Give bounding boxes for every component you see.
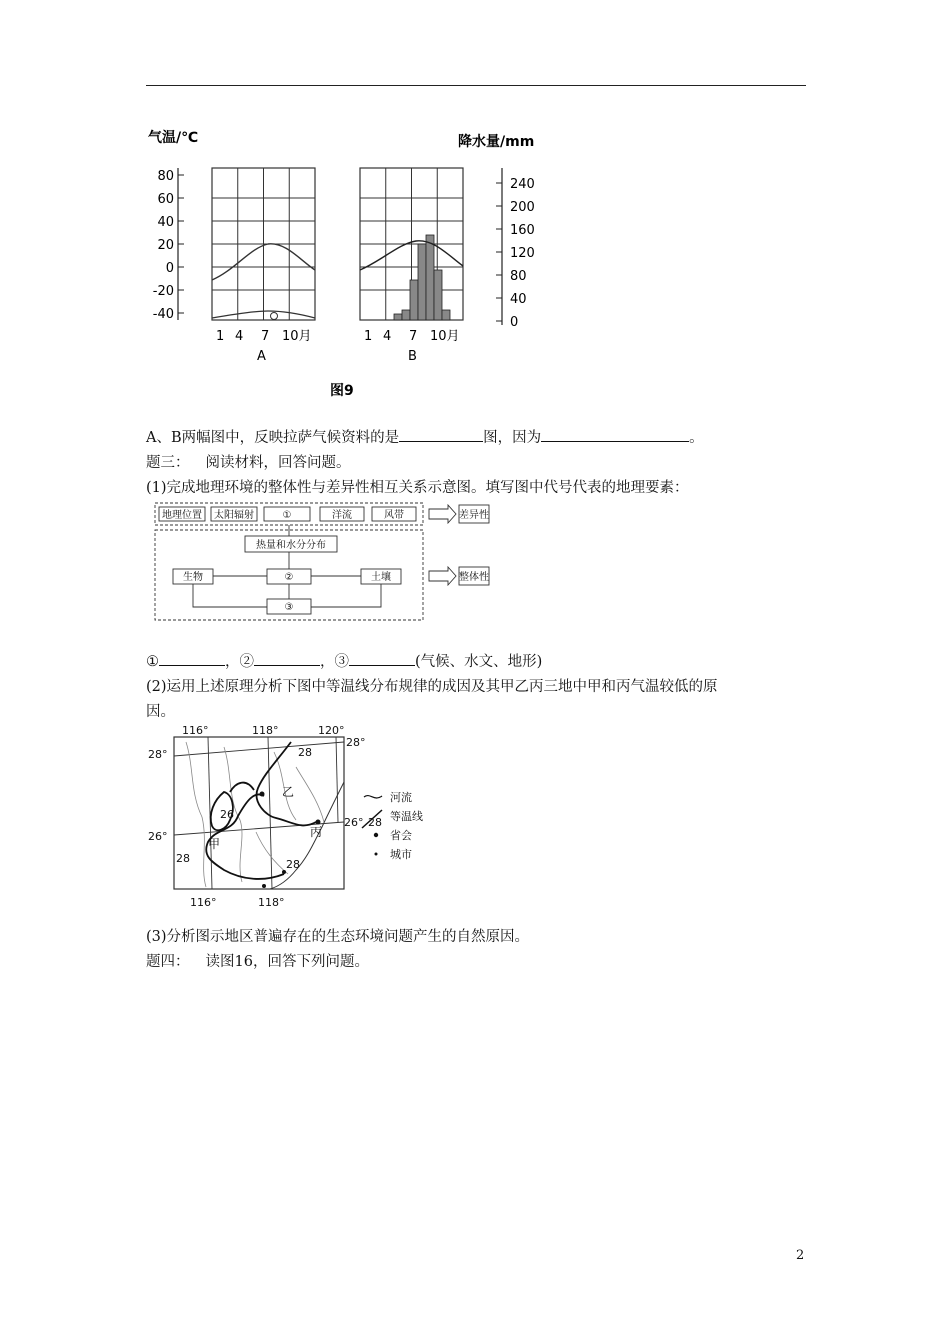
map-legend [362,790,423,861]
answer-blank-2[interactable] [254,651,320,666]
q3-heading-label: 题三： [146,455,190,471]
question-lhasa-text-1: A、B两幅图中，反映拉萨气候资料的是 [146,430,400,446]
q3-part1: (1)完成地理环境的整体性与差异性相互关系示意图。填写图中代号代表的地理要素： [146,480,689,496]
lat-26-right: 26° [344,816,364,829]
box-location: 地理位置 [162,510,202,521]
place-bing: 丙 [310,825,323,839]
box-circ2: ② [284,572,294,583]
legend-capital: 省会 [390,829,412,842]
box-circ3: ③ [284,602,294,613]
precip-tick-40: 40 [510,292,527,307]
q4-heading-text: 读图16，回答下列问题。 [205,954,369,970]
lon-118-top: 118° [252,724,279,737]
chart-a [212,168,315,320]
q3-part1-answers [146,651,542,672]
isotherm-map [146,722,446,912]
relation-diagram [150,500,495,625]
precip-tick-240: 240 [510,177,535,192]
q3-heading [146,453,351,473]
legend-isotherm: 等温线 [390,810,423,823]
precip-tick-120: 120 [510,246,535,261]
legend-isotherm-value: 28 [368,816,382,829]
month-a-10: 10月 [282,329,312,344]
chart-a-label: A [257,349,266,364]
month-a-1: 1 [216,329,225,344]
answer-label-1: ① [146,654,159,670]
figure-caption: 图9 [330,383,354,399]
precip-tick-0: 0 [510,315,519,330]
month-a-4: 4 [235,329,244,344]
question-lhasa-text-3: 。 [689,430,704,446]
precip-tick-200: 200 [510,200,535,215]
legend-river: 河流 [390,791,412,804]
precip-tick-80: 80 [510,269,527,284]
lat-26-left: 26° [148,830,168,843]
temp-tick-80: 80 [157,169,174,184]
box-wind: 风带 [384,510,404,521]
box-radiation: 太阳辐射 [214,510,254,521]
climate-figure [140,120,560,400]
box-soil: 土壤 [371,572,391,583]
month-b-7: 7 [409,329,418,344]
temp-tick-40: 40 [157,215,174,230]
q4-heading [146,952,369,972]
legend-city: 城市 [390,848,412,861]
chart-b-label: B [408,349,417,364]
answer-label-3: ，③ [320,654,349,670]
month-b-4: 4 [383,329,392,344]
answer-label-2: ，② [225,654,254,670]
answer-blank-reason[interactable] [541,427,689,442]
month-b-1: 1 [364,329,373,344]
place-yi: 乙 [282,785,295,799]
isotherm-26: 26 [220,808,234,821]
precip-axis-label: 降水量/mm [458,134,535,150]
box-current: 洋流 [332,510,352,521]
month-a-7: 7 [261,329,270,344]
cities [260,792,321,889]
temp-tick-minus40: -40 [152,307,174,322]
q4-heading-label: 题四： [146,954,190,970]
temp-tick-0: 0 [165,261,174,276]
box-heat: 热量和水分分布 [256,540,326,551]
isotherm-28-bottom: 28 [286,858,300,871]
rivers [186,742,324,887]
box-bio: 生物 [183,572,203,583]
chart-b-precip-bars [394,235,450,320]
lon-116-top: 116° [182,724,209,737]
question-lhasa-text-2: 图，因为 [483,430,542,446]
q3-part3: (3)分析图示地区普遍存在的生态环境问题产生的自然原因。 [146,929,530,945]
q3-part2-line1: (2)运用上述原理分析下图中等温线分布规律的成因及其甲乙丙三地中甲和丙气温较低的原 [146,679,718,695]
isotherm-28-top: 28 [298,746,312,759]
lat-28-right: 28° [346,736,366,749]
q3-heading-text: 阅读材料，回答问题。 [205,455,351,471]
lat-28-left: 28° [148,748,168,761]
temp-tick-20: 20 [157,238,174,253]
lon-116-bottom: 116° [190,896,217,909]
month-b-10: 10月 [430,329,460,344]
place-jia: 甲 [208,837,221,851]
temp-ticks [153,169,184,322]
precip-tick-160: 160 [510,223,535,238]
answer-blank-chart[interactable] [399,427,483,442]
answer-blank-1[interactable] [159,651,225,666]
header-rule [146,85,806,86]
temp-tick-60: 60 [157,192,174,207]
temp-axis-label: 气温/℃ [148,130,199,146]
out-whole: 整体性 [459,572,489,583]
page-number: 2 [796,1248,805,1263]
lon-120-top: 120° [318,724,345,737]
temp-tick-minus20: -20 [152,284,174,299]
answer-hint: (气候、水文、地形) [415,654,543,670]
q3-part2-line2: 因。 [146,704,175,720]
lon-118-bottom: 118° [258,896,285,909]
box-circ1: ① [282,510,292,521]
isotherm-28-left: 28 [176,852,190,865]
question-lhasa [146,427,704,448]
out-diff: 差异性 [459,510,489,521]
answer-blank-3[interactable] [349,651,415,666]
